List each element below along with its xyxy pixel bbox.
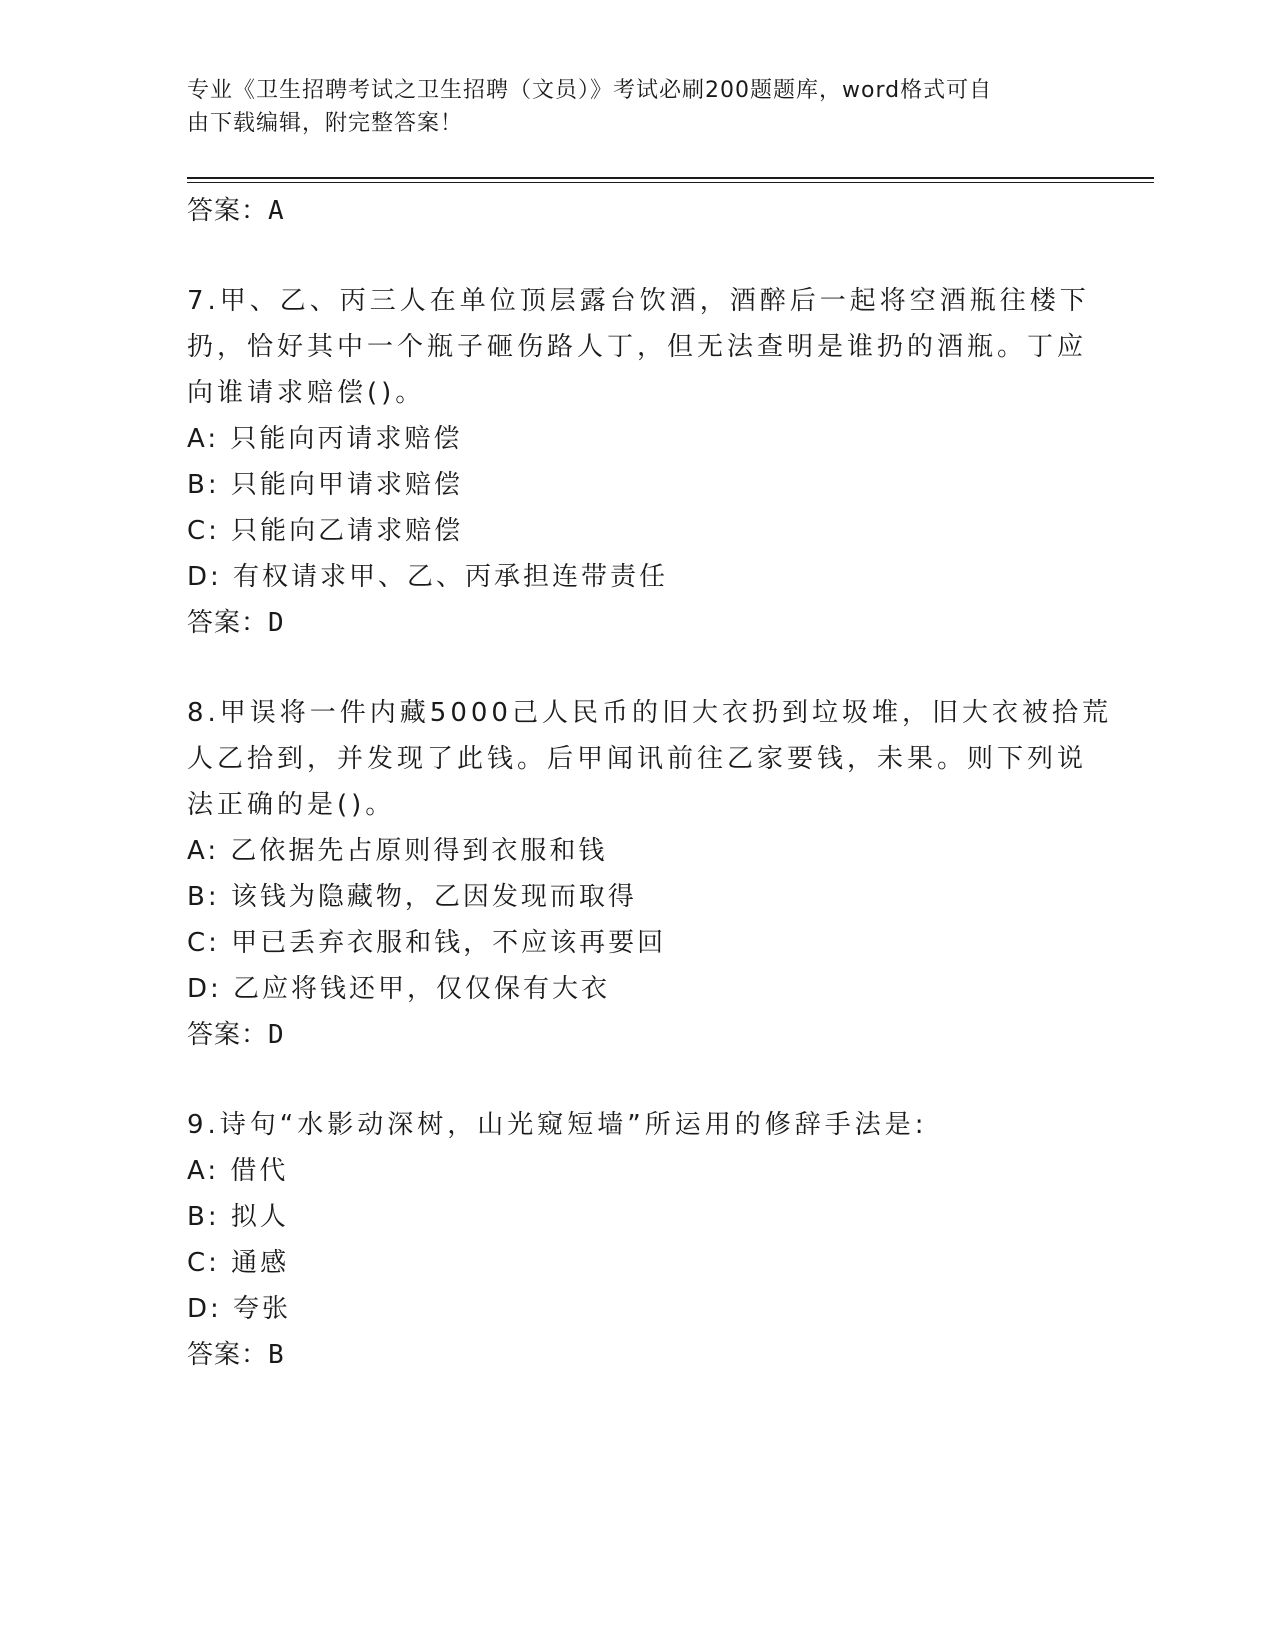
spacer — [187, 234, 1087, 278]
answer-line: 答案：D — [187, 1020, 285, 1050]
option-c: C: 甲已丢弃衣服和钱，不应该再要回 — [187, 928, 667, 958]
question-text: 7.甲、乙、丙三人在单位顶层露台饮酒，酒醉后一起将空酒瓶往楼下 — [187, 286, 1090, 316]
option-a: A: 只能向丙请求赔偿 — [187, 424, 463, 454]
option-b: B: 该钱为隐藏物，乙因发现而取得 — [187, 882, 637, 912]
question-list — [187, 188, 1112, 1378]
answer-line: 答案：B — [187, 1340, 285, 1370]
question-text: 向谁请求赔偿()。 — [187, 378, 426, 408]
question-text: 法正确的是()。 — [187, 790, 396, 820]
header-line-2: 由下载编辑，附完整答案！ — [187, 111, 464, 136]
question-block — [187, 278, 1090, 646]
option-c: C: 通感 — [187, 1248, 290, 1278]
option-a: A: 乙依据先占原则得到衣服和钱 — [187, 836, 608, 866]
option-b: B: 拟人 — [187, 1202, 289, 1232]
document-header — [187, 74, 1067, 140]
header-divider-thin — [187, 182, 1154, 183]
spacer — [187, 1058, 1087, 1102]
option-d: D: 夸张 — [187, 1294, 292, 1324]
option-b: B: 只能向甲请求赔偿 — [187, 470, 463, 500]
option-c: C: 只能向乙请求赔偿 — [187, 516, 464, 546]
question-text: 扔，恰好其中一个瓶子砸伤路人丁，但无法查明是谁扔的酒瓶。丁应 — [187, 332, 1088, 362]
answer-line: 答案：A — [187, 196, 285, 226]
header-line-1: 专业《卫生招聘考试之卫生招聘（文员）》考试必刷200题题库，word格式可自 — [187, 78, 993, 103]
option-d: D: 有权请求甲、乙、丙承担连带责任 — [187, 562, 669, 592]
spacer — [187, 646, 1087, 690]
question-text: 9.诗句“水影动深树，山光窥短墙”所运用的修辞手法是: — [187, 1110, 928, 1140]
answer-line: 答案：D — [187, 608, 285, 638]
option-a: A: 借代 — [187, 1156, 289, 1186]
option-d: D: 乙应将钱还甲，仅仅保有大衣 — [187, 974, 611, 1004]
question-block — [187, 1102, 1087, 1378]
header-divider — [187, 177, 1154, 179]
question-text: 8.甲误将一件内藏5000己人民币的旧大衣扔到垃圾堆，旧大衣被拾荒 — [187, 698, 1112, 728]
question-text: 人乙拾到，并发现了此钱。后甲闻讯前往乙家要钱，未果。则下列说 — [187, 744, 1088, 774]
question-block — [187, 690, 1112, 1058]
